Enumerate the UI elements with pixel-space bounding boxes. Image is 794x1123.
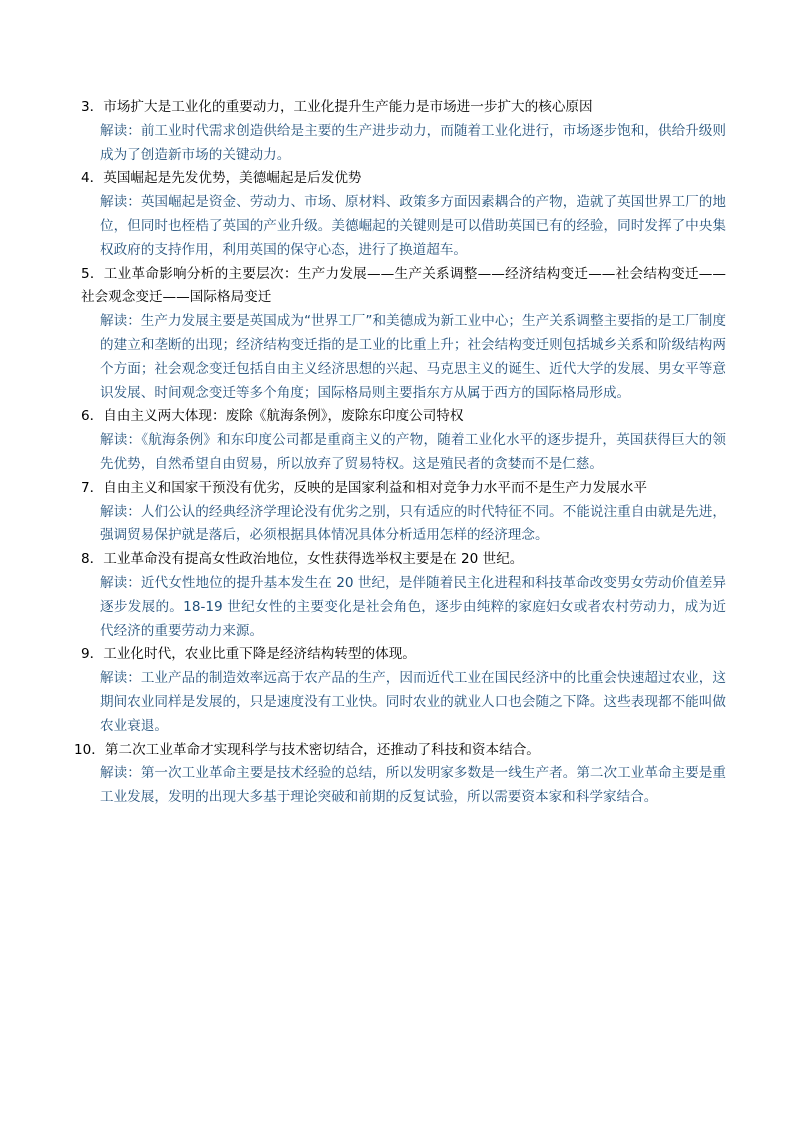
item-explanation — [66, 762, 726, 810]
explain-text: 生产力发展主要是英国成为“世界工厂”和美德成为新工业中心；生产关系调整主要指的是工厂制度的建立和垄断的出现；经济结构变迁指的是工业的比重上升；社会结构变迁则包括城乡关系和阶级结构两个方面；社会观念变迁包括自由主义经济思想的兴起、马克思主义的诞生、近代大学的发展、男女平等意识发展、时间观念变迁等多个角度；国际格局则主要指东方从属于西方的国际格局形成。 — [100, 313, 726, 401]
item-explanation — [66, 667, 726, 738]
explain-text: 《航海条例》和东印度公司都是重商主义的产物，随着工业化水平的逐步提升，英国获得巨大的领先优势，自然希望自由贸易，所以放弃了贸易特权。这是殖民者的贪婪而不是仁慈。 — [100, 432, 726, 472]
item-heading: 5．工业革命影响分析的主要层次：生产力发展——生产关系调整——经济结构变迁——社会结构变迁——社会观念变迁——国际格局变迁 — [81, 265, 726, 306]
explain-label: 解读： — [100, 765, 141, 782]
explain-label: 解读： — [100, 503, 141, 520]
explain-label: 解读： — [100, 670, 141, 687]
explain-label: 解读： — [100, 122, 141, 139]
list-item — [66, 167, 726, 262]
list-item — [66, 96, 726, 167]
item-explanation — [66, 572, 726, 643]
list-item — [66, 548, 726, 643]
item-heading: 9．工业化时代，农业比重下降是经济结构转型的体现。 — [81, 646, 416, 663]
explain-text: 工业产品的制造效率远高于农产品的生产，因而近代工业在国民经济中的比重会快速超过农业，这期间农业同样是发展的，只是速度没有工业快。同时农业的就业人口也会随之下降。这些表现都不能叫做农业衰退。 — [100, 670, 726, 734]
item-explanation — [66, 501, 726, 549]
explain-label: 解读： — [100, 574, 141, 591]
explain-label: 解读： — [100, 194, 141, 211]
item-explanation — [66, 429, 726, 477]
explain-text: 前工业时代需求创造供给是主要的生产进步动力，而随着工业化进行，市场逐步饱和，供给升级则成为了创造新市场的关键动力。 — [100, 122, 726, 163]
list-item — [66, 263, 726, 406]
item-heading: 10．第二次工业革命才实现科学与技术密切结合，还推动了科技和资本结合。 — [74, 741, 540, 758]
list-item — [66, 739, 726, 810]
item-heading: 4．英国崛起是先发优势，美德崛起是后发优势 — [81, 170, 362, 187]
item-heading: 7．自由主义和国家干预没有优劣，反映的是国家利益和相对竞争力水平而不是生产力发展水平 — [81, 479, 647, 496]
item-explanation — [66, 191, 726, 262]
item-explanation — [66, 120, 726, 168]
explain-text: 英国崛起是资金、劳动力、市场、原材料、政策多方面因素耦合的产物，造就了英国世界工厂的地位，但同时也桎梏了英国的产业升级。美德崛起的关键则是可以借助英国已有的经验，同时发挥了中央集权政府的支持作用，利用英国的保守心态，进行了换道超车。 — [100, 194, 726, 258]
explain-label: 解读： — [100, 313, 141, 330]
explain-text: 人们公认的经典经济学理论没有优劣之别，只有适应的时代特征不同。不能说注重自由就是先进，强调贸易保护就是落后，必须根据具体情况具体分析适用怎样的经济理念。 — [100, 503, 726, 544]
explain-text: 近代女性地位的提升基本发生在 20 世纪，是伴随着民主化进程和科技革命改变男女劳动价值差异逐步发展的。18-19 世纪女性的主要变化是社会角色，逐步由纯粹的家庭妇女或者农村劳动力，成为近代经济的重要劳动力来源。 — [100, 574, 727, 639]
document-page — [66, 96, 726, 810]
item-heading: 8．工业革命没有提高女性政治地位，女性获得选举权主要是在 20 世纪。 — [81, 551, 524, 568]
item-explanation — [66, 310, 726, 405]
item-heading: 6．自由主义两大体现：废除《航海条例》，废除东印度公司特权 — [81, 408, 464, 425]
item-heading: 3．市场扩大是工业化的重要动力，工业化提升生产能力是市场进一步扩大的核心原因 — [81, 99, 593, 115]
explain-text: 第一次工业革命主要是技术经验的总结，所以发明家多数是一线生产者。第二次工业革命主要是重工业发展，发明的出现大多基于理论突破和前期的反复试验，所以需要资本家和科学家结合。 — [100, 765, 726, 806]
list-item — [66, 643, 726, 738]
list-item — [66, 477, 726, 548]
explain-label: 解读： — [100, 432, 142, 449]
list-item — [66, 405, 726, 476]
